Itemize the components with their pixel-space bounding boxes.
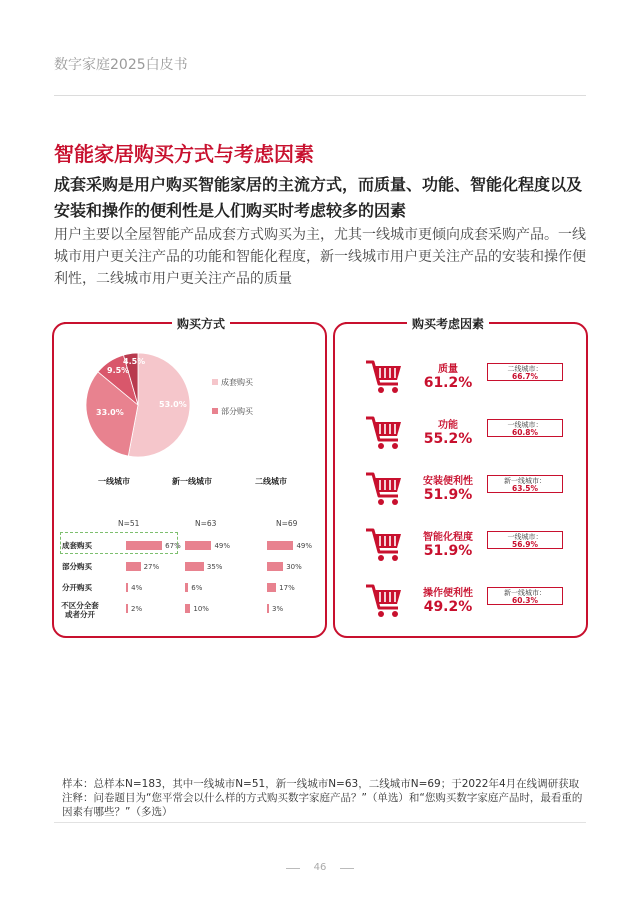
footnotes: [62, 777, 592, 819]
tag-percentage: 56.9%: [511, 540, 539, 549]
bar-tier2-row1: [267, 541, 293, 550]
row-label-undistinguished: 不区分全套 或者分开: [61, 601, 99, 619]
bar-new-tier1-row1: [185, 541, 211, 550]
bar-tier1-row4: [126, 604, 128, 613]
section-title: 智能家居购买方式与考虑因素: [54, 142, 314, 166]
legend-swatch-partial: [212, 408, 218, 414]
shopping-cart-icon: [364, 414, 404, 452]
bar-new-tier1-row3: [185, 583, 188, 592]
factor-name: 质量: [438, 364, 458, 375]
bar-value-tier2-row1: 49%: [296, 542, 313, 550]
sample-size-new-tier1: N=63: [195, 519, 217, 528]
factor-percentage: 55.2%: [423, 431, 473, 447]
bar-value-tier1-row4: 2%: [131, 605, 143, 613]
shopping-cart-icon: [364, 526, 404, 564]
city-highlight-tag: [487, 475, 563, 493]
tag-city: 一线城市：: [507, 533, 543, 541]
shopping-cart-icon: [364, 470, 404, 508]
factor-percentage: 49.2%: [423, 599, 473, 615]
footer-divider: [54, 822, 586, 823]
legend-swatch-full-set: [212, 379, 218, 385]
legend-label-partial: 部分购买: [221, 407, 253, 416]
bar-value-new-tier1-row4: 10%: [193, 605, 209, 613]
document-header: 数字家庭2025白皮书: [54, 57, 188, 73]
pie-label-partial: 33.0%: [96, 408, 124, 417]
bar-tier1-row2: [126, 562, 141, 571]
sample-size-tier1: N=51: [118, 519, 140, 528]
row-label-full-set: 成套购买: [62, 541, 92, 550]
header-divider: [54, 95, 586, 96]
city-highlight-tag: [487, 363, 563, 381]
city-highlight-tag: [487, 531, 563, 549]
city-highlight-tag: [487, 419, 563, 437]
bar-value-tier1-row1: 67%: [165, 542, 181, 550]
tag-percentage: 66.7%: [511, 372, 539, 381]
factor-name: 智能化程度: [423, 532, 473, 543]
section-lead: 成套采购是用户购买智能家居的主流方式，而质量、功能、智能化程度以及安装和操作的便利性是人们购买时考虑较多的因素: [54, 175, 583, 220]
pie-label-undistinguished: 4.5%: [123, 357, 146, 366]
tag-city: 二线城市：: [507, 365, 543, 373]
tag-city: 新一线城市：: [504, 477, 546, 485]
bar-value-tier2-row4: 3%: [272, 605, 284, 613]
bar-value-new-tier1-row2: 35%: [206, 563, 223, 571]
row-label-separate: 分开购买: [62, 583, 92, 592]
tag-percentage: 63.5%: [511, 484, 539, 493]
page-number-dash-left: [286, 868, 300, 869]
row-label-partial: 部分购买: [62, 562, 92, 571]
pie-label-separate: 9.5%: [107, 366, 130, 375]
factor-percentage: 61.2%: [423, 375, 473, 391]
legend-label-full-set: 成套购买: [221, 378, 253, 387]
tag-city: 一线城市：: [507, 421, 543, 429]
factor-percentage: 51.9%: [423, 487, 473, 503]
pie-label-full-set: 53.0%: [159, 400, 187, 409]
bar-tier2-row2: [267, 562, 283, 571]
bar-value-tier1-row3: 4%: [131, 584, 143, 592]
factor-name: 安装便利性: [423, 476, 473, 487]
bar-value-new-tier1-row1: 49%: [214, 542, 231, 550]
factor-name: 功能: [438, 420, 458, 431]
bar-new-tier1-row2: [185, 562, 204, 571]
city-header-new-tier1: 新一线城市: [172, 477, 212, 486]
bar-value-tier1-row2: 27%: [143, 563, 160, 571]
page-number-dash-right: [340, 868, 354, 869]
purchase-panel-title: 购买方式: [172, 315, 230, 332]
question-note: 注释：问卷题目为“您平常会以什么样的方式购买数字家庭产品？”（单选）和“您购买数字家庭产品时，最看重的因素有哪些？”（多选）: [62, 792, 583, 818]
tag-percentage: 60.8%: [511, 428, 539, 437]
bar-tier1-row1: [126, 541, 162, 550]
factor-percentage: 51.9%: [423, 543, 473, 559]
city-header-tier2: 二线城市: [255, 477, 287, 486]
sample-size-tier2: N=69: [276, 519, 298, 528]
tag-city: 新一线城市：: [504, 589, 546, 597]
bar-value-tier2-row2: 30%: [286, 563, 302, 571]
tag-percentage: 60.3%: [511, 596, 539, 605]
factor-name: 操作便利性: [423, 588, 473, 599]
bar-tier2-row3: [267, 583, 276, 592]
factors-panel-title: 购买考虑因素: [407, 315, 489, 332]
bar-value-tier2-row3: 17%: [279, 584, 295, 592]
bar-tier1-row3: [126, 583, 128, 592]
bar-tier2-row4: [267, 604, 269, 613]
city-header-tier1: 一线城市: [98, 477, 130, 486]
section-body: 用户主要以全屋智能产品成套方式购买为主，尤其一线城市更倾向成套采购产品。一线城市用户更关注产品的功能和智能化程度，新一线城市用户更关注产品的安装和操作便利性，二线城市用户更关注产品的质量: [54, 227, 586, 287]
shopping-cart-icon: [364, 358, 404, 396]
bar-value-new-tier1-row3: 6%: [191, 584, 203, 592]
city-highlight-tag: [487, 587, 563, 605]
sample-note: 样本：总样本N=183，其中一线城市N=51，新一线城市N=63，二线城市N=69；于2022年4月在线调研获取: [62, 778, 580, 790]
page-number: 46: [313, 862, 327, 873]
shopping-cart-icon: [364, 582, 404, 620]
bar-new-tier1-row4: [185, 604, 190, 613]
